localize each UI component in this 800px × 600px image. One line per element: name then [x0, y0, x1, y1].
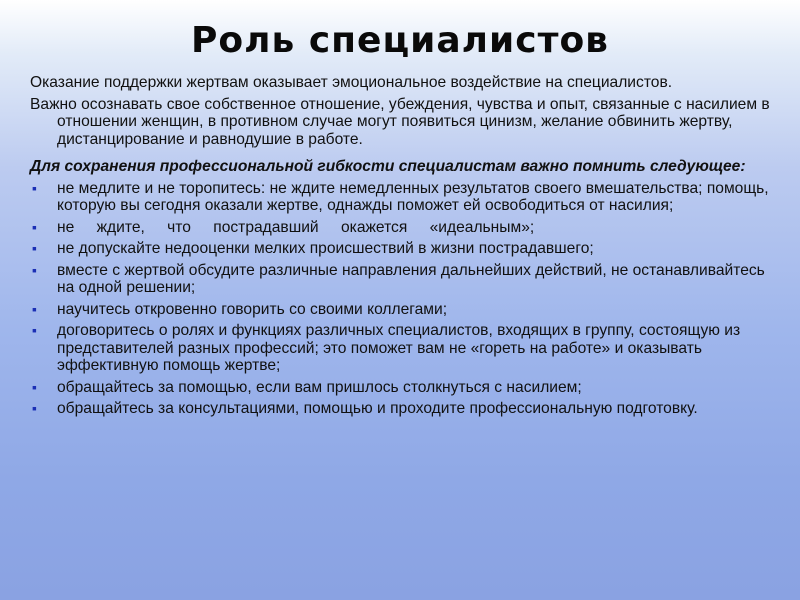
list-item [30, 240, 776, 258]
list-item-text: не допускайте недооценки мелких происшествий в жизни пострадавшего; [57, 240, 594, 257]
list-item-text: договоритесь о ролях и функциях различных специалистов, входящих в группу, состоящую из представителей разных профессий; это поможет вам не «гореть на работе» и оказывать эффективную помощь жертве; [57, 322, 741, 374]
square-bullet-icon: ▪ [32, 240, 37, 256]
square-bullet-icon: ▪ [32, 400, 37, 416]
slide-body [30, 74, 776, 422]
list-item [30, 379, 776, 397]
paragraph-support-impact: Оказание поддержки жертвам оказывает эмоциональное воздействие на специалистов. [30, 74, 673, 91]
list-item-text: не ждите, что пострадавший окажется «идеальным»; [57, 218, 535, 236]
slide-title: Роль специалистов [191, 20, 609, 61]
list-item [30, 262, 776, 297]
square-bullet-icon: ▪ [32, 378, 37, 395]
paragraph-self-awareness: Важно осознавать свое собственное отношение, убеждения, чувства и опыт, связанные с насилием в отношении женщин, в противном случае могут появиться цинизм, желание обвинить жертву, дистанцирование и равнодушие в работе. [30, 95, 770, 148]
square-bullet-icon: ▪ [32, 300, 37, 317]
list-item-text: научитесь откровенно говорить со своими коллегами; [57, 300, 448, 318]
square-bullet-icon: ▪ [32, 179, 37, 196]
list-item-text: не медлите и не торопитесь: не ждите немедленных результатов своего вмешательства; помощь, которую вы сегодня оказали жертве, однажды поможет ей освободиться от насилия; [57, 179, 769, 214]
square-bullet-icon: ▪ [32, 261, 37, 278]
recommendations-list [30, 180, 776, 418]
list-item [30, 322, 776, 375]
emphasis-heading: Для сохранения профессиональной гибкости специалистам важно помнить следующее: [30, 158, 746, 175]
list-item-text: обращайтесь за помощью, если вам пришлось столкнуться с насилием; [57, 378, 582, 396]
square-bullet-icon: ▪ [32, 218, 37, 235]
list-item [30, 180, 776, 215]
square-bullet-icon: ▪ [32, 322, 37, 338]
list-item [30, 400, 776, 418]
list-item [30, 219, 776, 237]
list-item [30, 301, 776, 319]
list-item-text: обращайтесь за консультациями, помощью и проходите профессиональную подготовку. [57, 400, 698, 417]
list-item-text: вместе с жертвой обсудите различные направления дальнейших действий, не останавливайтесь на одной решении; [57, 261, 765, 296]
